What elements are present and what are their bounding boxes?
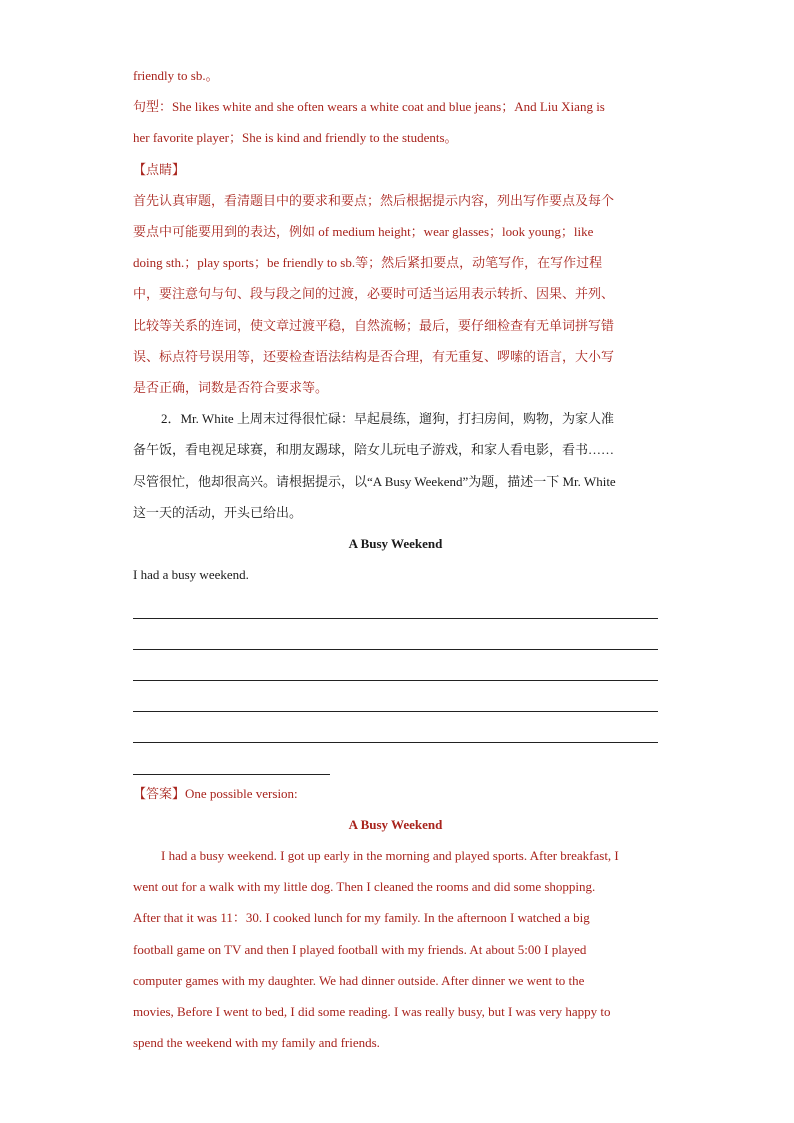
question-line: 备午饭，看电视足球赛，和朋友踢球，陪女儿玩电子游戏，和家人看电影，看书…… [133,442,615,458]
text-line: 首先认真审题，看清题目中的要求和要点；然后根据提示内容，列出写作要点及每个 [133,192,615,208]
answer-heading [133,778,658,809]
text-line: 要点中可能要用到的表达，例如 of medium height；wear glasses；look young；like [133,224,594,240]
answer-blank-line [133,684,658,715]
answer-line: spend the weekend with my family and friends. [133,1035,380,1051]
answer-blank-line [133,590,658,621]
text-line: 中，要注意句与句、段与段之间的过渡，必要时可适当运用表示转折、因果、并列、 [133,286,615,302]
essay-start: I had a busy weekend. [133,567,249,583]
text-line: 是否正确，词数是否符合要求等。 [133,380,329,396]
answer-title: A Busy Weekend [348,816,443,832]
answer-blank-line [133,715,658,746]
answer-line: went out for a walk with my little dog. Then I cleaned the rooms and did some shopping. [133,879,596,895]
answer-line: movies, Before I went to bed, I did some reading. I was really busy, but I was very happy to [133,1004,611,1019]
question-line: 这一天的活动，开头已给出。 [133,504,303,520]
question-line: 2．Mr. White 上周末过得很忙碌：早起晨练，遛狗，打扫房间，购物，为家人准 [161,411,614,427]
text-line: her favorite player；She is kind and friendly to the students。 [133,130,458,146]
answer-line: computer games with my daughter. We had dinner outside. After dinner we went to the [133,972,585,988]
answer-intro: One possible version: [185,785,298,801]
document-page [133,60,658,1058]
answer-line: football game on TV and then I played football with my friends. At about 5:00 I played [133,941,587,957]
answer-blank-line [133,653,658,684]
text-line: 句型：She likes white and she often wears a white coat and blue jeans；And Liu Xiang is [133,99,605,115]
text-line: 比较等关系的连词，使文章过渡平稳，自然流畅；最后，要仔细检查有无单词拼写错 [133,317,615,333]
question-line: 尽管很忙，他却很高兴。请根据提示，以“A Busy Weekend”为题，描述一下 Mr. White [133,473,616,489]
answer-label: 【答案】 [133,785,186,801]
text-line: 误、标点符号误用等，还要检查语法结构是否合理，有无重复、啰嗦的语言，大小写 [133,348,615,364]
essay-title: A Busy Weekend [348,536,443,552]
answer-blank-line-short [133,746,658,777]
text-line: friendly to sb.。 [133,68,219,83]
answer-blank-line [133,622,658,653]
text-line: doing sth.；play sports；be friendly to sb.等；然后紧扣要点，动笔写作，在写作过程 [133,255,603,271]
answer-line: After that it was 11：30. I cooked lunch for my family. In the afternoon I watched a big [133,910,590,926]
dianjing-heading: 【点睛】 [133,161,186,177]
answer-line: I had a busy weekend. I got up early in the morning and played sports. After breakfast, I [161,847,619,863]
